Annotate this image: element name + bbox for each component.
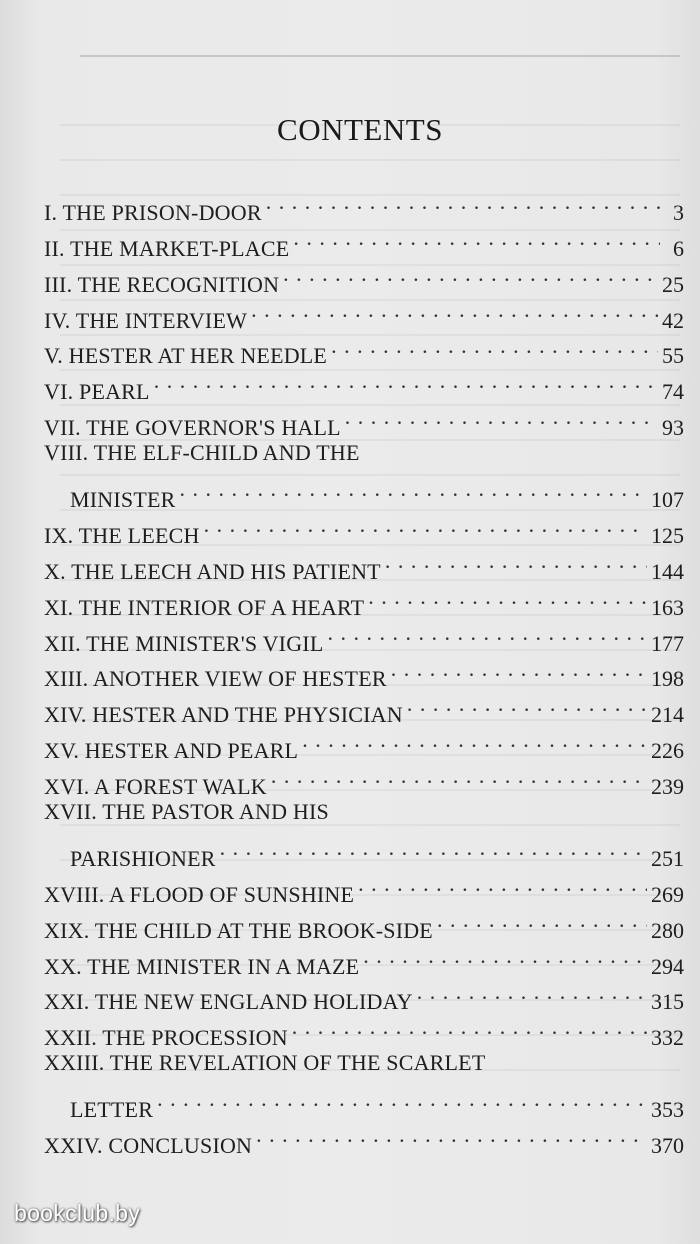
dot-leader	[437, 902, 647, 938]
toc-page-number: 251	[651, 845, 684, 871]
dot-leader	[302, 722, 647, 758]
toc-page-number: 370	[651, 1133, 684, 1159]
toc-page-number: 93	[662, 415, 684, 441]
dot-leader	[327, 615, 647, 651]
toc-entry-label: XVII. THE PASTOR AND HIS	[44, 799, 329, 825]
toc-page-number: 55	[662, 343, 684, 369]
toc-entry-label: IX. THE LEECH	[44, 522, 200, 548]
toc-entry-label: XIII. ANOTHER VIEW OF HESTER	[44, 666, 387, 692]
toc-entry-label: X. THE LEECH AND HIS PATIENT	[44, 558, 381, 584]
dot-leader	[256, 1117, 647, 1153]
toc-page-number: 125	[651, 522, 684, 548]
toc-entry-label: VII. THE GOVERNOR'S HALL	[44, 415, 341, 441]
table-of-contents	[44, 184, 688, 1159]
watermark-text: bookclub.by	[14, 1200, 141, 1226]
toc-page-number: 226	[651, 738, 684, 764]
toc-page-number: 198	[651, 666, 684, 692]
toc-entry	[44, 184, 688, 225]
dot-leader	[345, 399, 658, 435]
toc-entry-label-continued: LETTER	[70, 1097, 154, 1123]
toc-entry-label: XII. THE MINISTER'S VIGIL	[44, 630, 324, 656]
toc-entry-label: III. THE RECOGNITION	[44, 271, 280, 297]
dot-leader	[266, 184, 660, 220]
toc-page-number: 239	[651, 774, 684, 800]
toc-page-number: 214	[651, 702, 684, 728]
toc-page-number: 269	[651, 881, 684, 907]
toc-entry-label: XVIII. A FLOOD OF SUNSHINE	[44, 881, 355, 907]
toc-entry-label: I. THE PRISON-DOOR	[44, 199, 262, 225]
toc-page-number: 107	[651, 487, 684, 513]
toc-page-number: 163	[651, 594, 684, 620]
toc-page-number: 332	[651, 1025, 684, 1051]
dot-leader	[220, 830, 647, 866]
dot-leader	[204, 507, 647, 543]
dot-leader	[385, 543, 647, 579]
toc-entry-label: IV. THE INTERVIEW	[44, 307, 248, 333]
toc-entry-label: XXI. THE NEW ENGLAND HOLIDAY	[44, 989, 413, 1015]
toc-page-number: 74	[662, 379, 684, 405]
dot-leader	[271, 758, 647, 794]
dot-leader	[251, 292, 658, 328]
toc-entry-label: XV. HESTER AND PEARL	[44, 738, 299, 764]
toc-page-number: 294	[651, 953, 684, 979]
toc-page-number: 42	[662, 307, 684, 333]
toc-page-number: 177	[651, 630, 684, 656]
toc-entry-label: XXIII. THE REVELATION OF THE SCARLET	[44, 1050, 486, 1076]
toc-page-number: 280	[651, 917, 684, 943]
dot-leader	[358, 866, 647, 902]
toc-entry-line	[44, 1045, 688, 1081]
dot-leader	[391, 651, 647, 687]
dot-leader	[157, 1081, 647, 1117]
page-title: CONTENTS	[277, 112, 443, 147]
toc-page-number: 25	[662, 271, 684, 297]
toc-entry-label-continued: PARISHIONER	[70, 845, 216, 871]
dot-leader	[180, 471, 648, 507]
toc-entry-label: XXIV. CONCLUSION	[44, 1133, 253, 1159]
toc-entry-label: XIX. THE CHILD AT THE BROOK-SIDE	[44, 917, 433, 943]
toc-page-number: 144	[651, 558, 684, 584]
toc-entry-label: II. THE MARKET-PLACE	[44, 235, 290, 261]
toc-entry-label: XIV. HESTER AND THE PHYSICIAN	[44, 702, 403, 728]
toc-entry-line	[44, 435, 688, 471]
toc-entry-label: V. HESTER AT HER NEEDLE	[44, 343, 328, 369]
toc-page-number: 6	[673, 235, 684, 261]
dot-leader	[407, 686, 647, 722]
toc-page-number: 353	[651, 1097, 684, 1123]
header-rule	[80, 55, 680, 57]
dot-leader	[293, 220, 660, 256]
dot-leader	[331, 328, 658, 364]
toc-page-number: 315	[651, 989, 684, 1015]
toc-page-number: 3	[673, 199, 684, 225]
toc-entry-label: VIII. THE ELF-CHILD AND THE	[44, 440, 360, 466]
toc-entry-label: VI. PEARL	[44, 379, 150, 405]
toc-entry	[44, 830, 688, 871]
toc-entry-label: XXII. THE PROCESSION	[44, 1025, 288, 1051]
dot-leader	[363, 938, 647, 974]
dot-leader	[154, 363, 658, 399]
dot-leader	[368, 579, 647, 615]
toc-entry-label: XVI. A FOREST WALK	[44, 774, 267, 800]
toc-entry	[44, 1081, 688, 1123]
toc-entry	[44, 471, 688, 513]
dot-leader	[283, 256, 658, 292]
toc-entry-label: XI. THE INTERIOR OF A HEART	[44, 594, 365, 620]
toc-entry-line	[44, 794, 688, 830]
dot-leader	[292, 1009, 647, 1045]
toc-entry-label: XX. THE MINISTER IN A MAZE	[44, 953, 360, 979]
toc-entry-label-continued: MINISTER	[70, 487, 176, 513]
dot-leader	[417, 974, 647, 1010]
